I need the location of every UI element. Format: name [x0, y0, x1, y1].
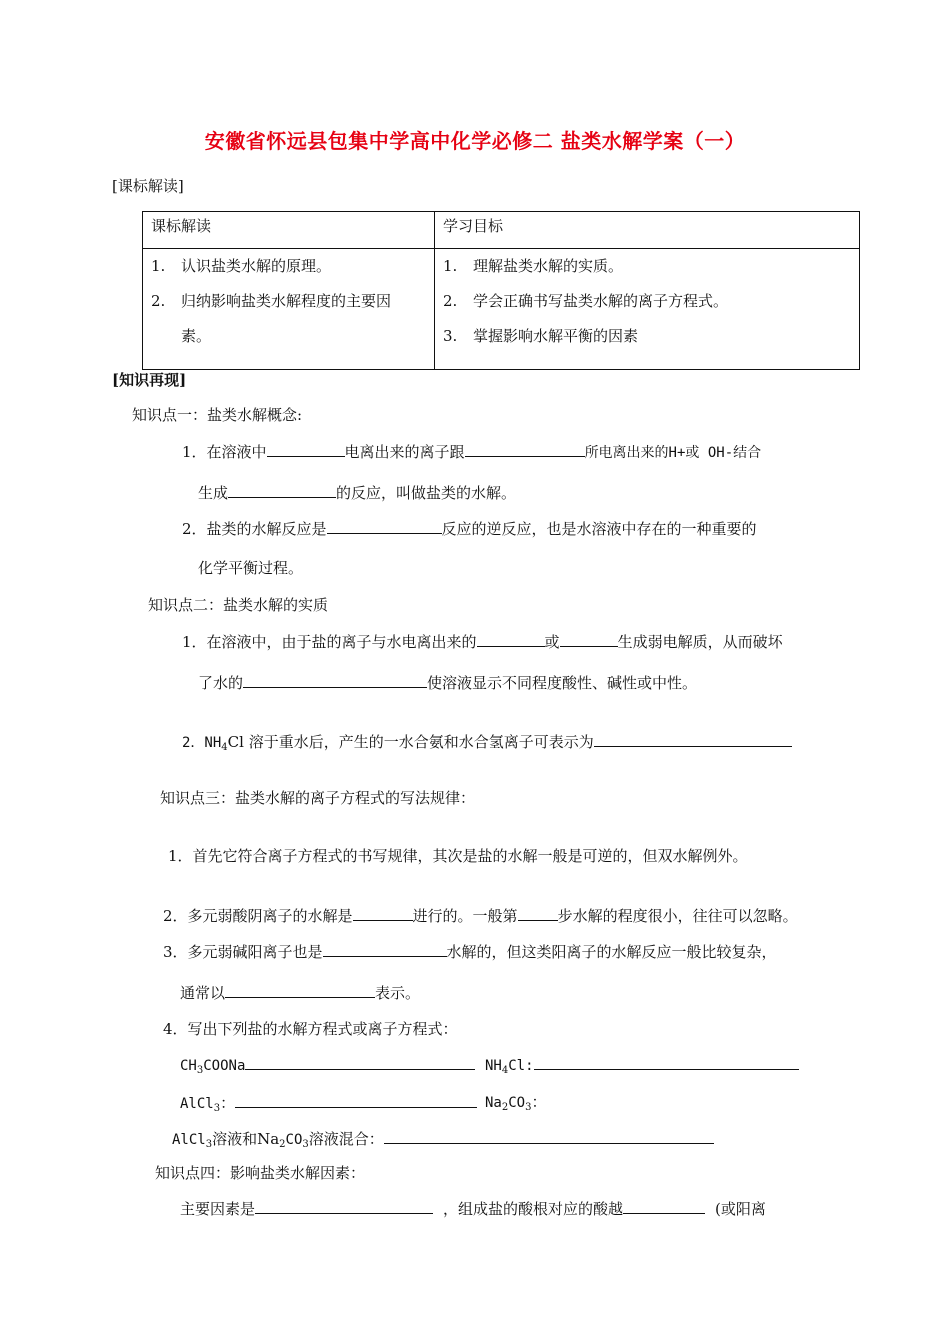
equation-nh4cl: $NH_4Cl$: — [485, 1054, 799, 1076]
fill-blank[interactable] — [245, 1054, 475, 1070]
kp3-line: 4．写出下列盐的水解方程式或离子方程式： — [163, 1020, 458, 1038]
equation-na2co3: $Na_2CO_3$： — [485, 1093, 547, 1113]
fill-blank[interactable] — [465, 441, 585, 457]
equation-mixed: AlCl$_3$溶液和$Na_2CO_3$溶液混合： — [172, 1128, 714, 1150]
kp2-line: 2．$NH_4Cl$ 溶于重水后，产生的一水合氨和水合氢离子可表示为 — [182, 731, 792, 753]
fill-blank[interactable] — [243, 672, 427, 688]
kp2-heading: 知识点二：盐类水解的实质 — [148, 596, 329, 614]
fill-blank[interactable] — [534, 1054, 799, 1070]
fill-blank[interactable] — [225, 982, 375, 998]
fill-blank[interactable] — [267, 441, 345, 457]
table-cell-standards — [143, 249, 435, 370]
kp2-line: 1．在溶液中，由于盐的离子与水电离出来的 或 生成弱电解质，从而破坏 — [182, 633, 783, 651]
fill-blank[interactable] — [255, 1198, 433, 1214]
kp1-heading: 知识点一：盐类水解概念: — [132, 406, 303, 424]
kp3-line: 通常以 表示。 — [180, 984, 421, 1002]
equation-alcl3: AlCl$_3$： — [180, 1092, 477, 1114]
kp3-line: 3．多元弱碱阳离子也是 水解的，但这类阳离子的水解反应一般比较复杂， — [163, 943, 777, 961]
fill-blank[interactable] — [235, 1092, 477, 1108]
fill-blank[interactable] — [560, 631, 618, 647]
kp1-line: 1．在溶液中 电离出来的离子跟 所电离出来的H+或 OH-结合 — [182, 443, 762, 461]
table-cell-goals — [435, 249, 860, 370]
list-item: 1. 理解盐类水解的实质。 — [443, 257, 624, 275]
fill-blank[interactable] — [623, 1198, 705, 1214]
list-item-continuation: 素。 — [181, 327, 212, 345]
fill-blank[interactable] — [353, 905, 413, 921]
kp3-heading: 知识点三：盐类水解的离子方程式的写法规律： — [160, 789, 476, 807]
standards-table — [142, 211, 860, 370]
section-heading-standards: [课标解读] — [112, 177, 184, 195]
kp3-line: 2．多元弱酸阴离子的水解是 进行的。一般第 步水解的程度很小，往往可以忽略。 — [163, 907, 798, 925]
fill-blank[interactable] — [323, 941, 447, 957]
list-item: 3. 掌握影响水解平衡的因素 — [443, 327, 639, 345]
fill-blank[interactable] — [477, 631, 545, 647]
fill-blank[interactable] — [518, 905, 558, 921]
equation-ch3coona: $CH_3COONa$ — [180, 1054, 475, 1076]
kp1-line: 生成 的反应，叫做盐类的水解。 — [198, 484, 517, 502]
table-header-goals: 学习目标 — [435, 212, 860, 249]
kp2-line: 了水的 使溶液显示不同程度酸性、碱性或中性。 — [198, 674, 698, 692]
kp4-heading: 知识点四：影响盐类水解因素： — [155, 1164, 366, 1182]
kp1-line: 2．盐类的水解反应是 反应的逆反应，也是水溶液中存在的一种重要的 — [182, 520, 757, 538]
table-header-standards: 课标解读 — [143, 212, 435, 249]
kp3-line: 1．首先它符合离子方程式的书写规律，其次是盐的水解一般是可逆的，但双水解例外。 — [168, 847, 748, 865]
fill-blank[interactable] — [327, 518, 442, 534]
section-heading-knowledge: [知识再现] — [112, 371, 187, 389]
kp4-line: 主要因素是 ，组成盐的酸根对应的酸越 (或阳离 — [180, 1200, 766, 1218]
list-item: 1. 认识盐类水解的原理。 — [151, 257, 332, 275]
list-item: 2. 归纳影响盐类水解程度的主要因 — [151, 292, 392, 310]
kp1-line: 化学平衡过程。 — [198, 559, 304, 577]
list-item: 2. 学会正确书写盐类水解的离子方程式。 — [443, 292, 729, 310]
fill-blank[interactable] — [384, 1128, 714, 1144]
fill-blank[interactable] — [228, 482, 336, 498]
page-title: 安徽省怀远县包集中学高中化学必修二 盐类水解学案（一） — [204, 129, 746, 153]
fill-blank[interactable] — [594, 731, 792, 747]
